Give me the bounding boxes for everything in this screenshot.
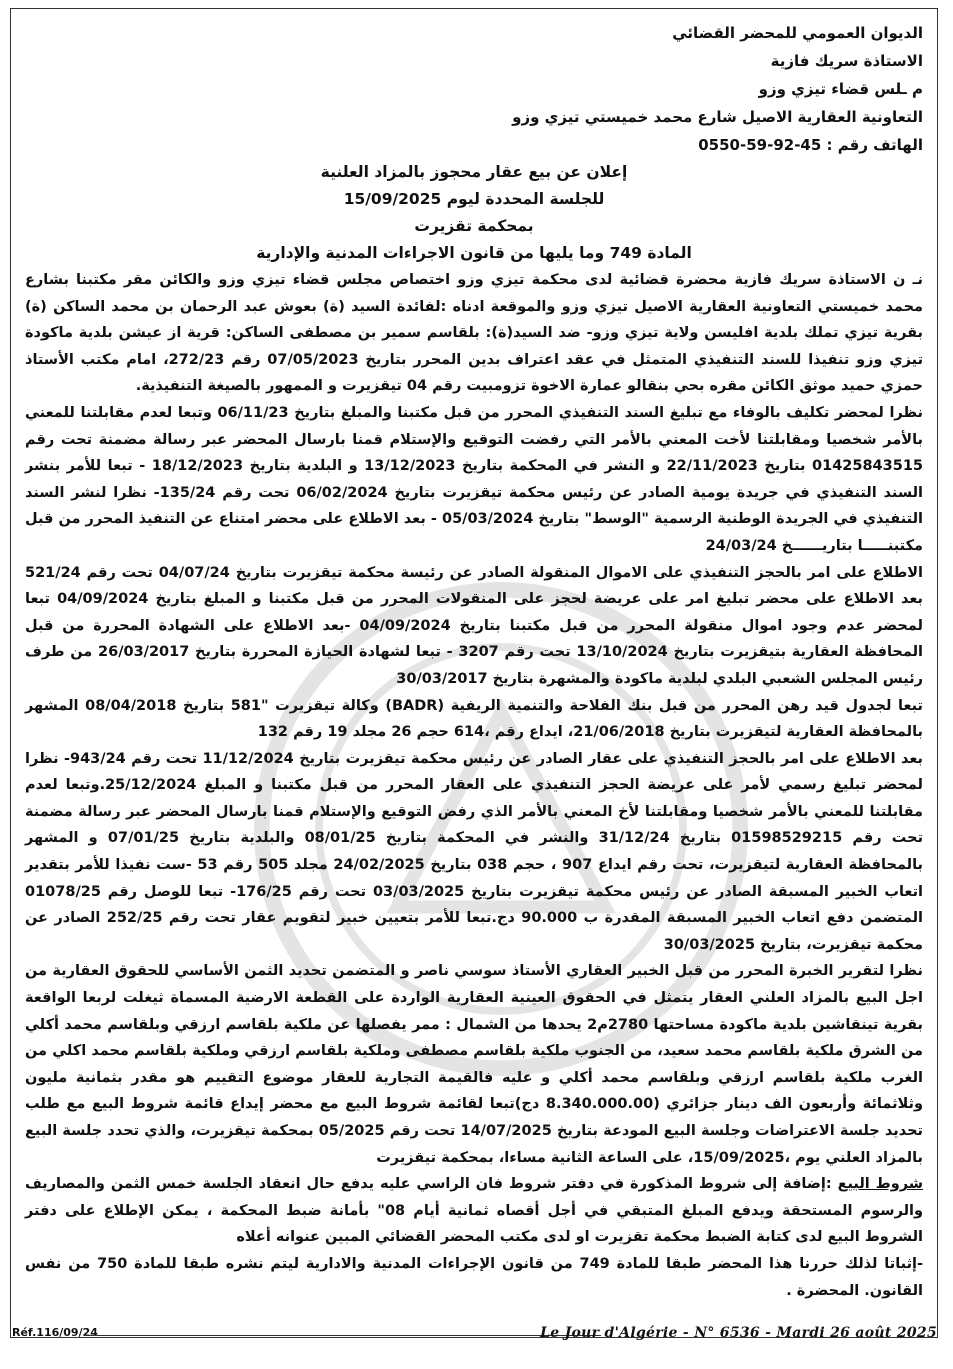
reference-number: Réf.116/09/24	[12, 1326, 98, 1339]
sale-terms-text: :إضافة إلى شروط المذكورة في دفتر شروط فان الراسي عليه يدفع حال انعقاد الجلسة خمس الثمن والمصاريف والرسوم المستحقة ويدفع المبلغ المتبقي في أجل أقصاه ثمانية أيام 08" بأمانة ضبط المحكمة ، يمكن الإطلاع على دفتر الشروط البيع لدى كتابة الضبط محكمة تقزيرت او لدى مكتب المحضر القضائي المبين عنوانه أعلاه	[25, 1176, 924, 1246]
paragraph-notification: نظرا لمحضر تكليف بالوفاء مع تبليغ السند التنفيذي المحرر من قبل مكتبنا والمبلغ بتاريخ 06/11/23 وتبعا لعدم مقابلتنا للمعني بالأمر شخصيا ومقابلتنا لأخت المعني بالأمر التي رفضت التوقيع والإستلام قمنا بارسال المحضر عبر رسالة مضمنة تحت رقم 01425843515 بتاريخ 22/11/2023 و النشر في المحكمة بتاريخ 13/12/2023 و البلدية بتاريخ 18/12/2023 - تبعا للأمر بنشر السند التنفيذي في جريدة يومية الصادر عن رئيس محكمة تيقزيرت بتاريخ 06/02/2024 تحت رقم 135/24- نظرا لنشر السند التنفيذي في الجريدة الوطنية الرسمية "الوسط" بتاريخ 05/03/2024 - بعد الاطلاع على محضر امتناع عن التنفيذ المحرر من قبل مكتبنـــــا بتاريــــــخ 24/03/24	[25, 404, 923, 554]
bailiff-name: الاستاذة سريك فازية	[770, 52, 923, 70]
announcement-body	[25, 19, 923, 1304]
court-council: م ـلس قضاء تيزي وزو	[758, 80, 923, 98]
court-name: بمحكمة تقزيرت	[414, 217, 534, 235]
phone-number: الهاتف رقم : 45-92-59-0550	[698, 136, 923, 154]
paragraph-property-seizure: بعد الاطلاع على امر بالحجز التنفيذي على عقار الصادر عن رئيس محكمة تيقزيرت بتاريخ 11/12/2024 تحت رقم 943/24- نظرا لمحضر تبليغ رسمي لأمر على عريضة الحجز التنفيذي على العقار المحرر من قبل مكتبنا و المبلغ 25/12/2024.وتبعا لعدم مقابلتنا للمعني بالأمر شخصيا ومقابلتنا لأخ المعني بالأمر الذي رفض التوقيع والإستلام قمنا بارسال المحضر عبر رسالة مضمنة تحت رقم 01598529215 بتاريخ 31/12/24 والنشر في المحكمة بتاريخ 08/01/25 والبلدية بتاريخ 07/01/25 و المشهر بالمحافظة العقارية لتيقزيرت، تحت رقم ايداع 907 ، حجم 038 بتاريخ 24/02/2025 مجلد 505 رقم 53 -ست نفيذا للأمر بتقدير اتعاب الخبير المسبقة الصادر عن رئيس محكمة تيقزيرت بتاريخ 03/03/2025 تحت رقم 176/25- تبعا للوصل رقم 01078/25 المتضمن دفع اتعاب الخبير المسبقة المقدرة ب 90.000 دج.تبعا للأمر بتعيين خبير لتقويم عقار تحت رقم 252/25 الصادر عن محكمة تيقزيرت، بتاريخ 30/03/2025	[25, 750, 924, 953]
session-date: للجلسة المحددة ليوم 15/09/2025	[343, 190, 605, 208]
paragraph-mortgage: تبعا لجدول قيد رهن المحرر من قبل بنك الفلاحة والتنمية الريفية (BADR) وكالة تيقزيرت "581 بتاريخ 08/04/2018 المشهر بالمحافظة العقارية لتيقزيرت بتاريخ 21/06/2018، ايداع رقم ،614 حجم 26 مجلد 19 رقم 132	[25, 697, 923, 741]
paragraph-seizure: الاطلاع على امر بالحجز التنفيذي على الاموال المنقولة الصادر عن رئيسة محكمة تيقزيرت بتاريخ 04/07/24 تحت رقم 521/24 بعد الاطلاع على محضر تبليغ امر على عريضة لحجز على المنقولات المحرر من قبل مكتبنا و المبلغ بتاريخ 04/09/2024 تبعا لمحضر عدم وجود اموال منقولة المحرر من قبل مكتبنا بتاريخ 04/09/2024 -بعد الاطلاع على الشهادة المحررة من قبل المحافظة العقارية بتيقزيرت بتاريخ 13/10/2024 تحت رقم 3207 - تبعا لشهادة الحيازة المحررة بتاريخ 26/03/2017 من طرف رئيس المجلس الشعبي البلدي لبلدية ماكودة والمشهرة بتاريخ 30/03/2017	[25, 564, 924, 687]
announcement-page	[10, 8, 938, 1338]
journal-info: Le Jour d'Algérie - N° 6536 - Mardi 26 août 2025	[540, 1325, 937, 1341]
office-name: الديوان العمومي للمحضر القضائي	[672, 24, 923, 42]
paragraph-expertise: نظرا لتقرير الخبرة المحرر من قبل الخبير العقاري الأستاذ سوسي ناصر و المتضمن تحديد الثمن الأساسي للحقوق العقارية من اجل البيع بالمزاد العلني العقار يتمثل في الحقوق العينية العقارية الواردة على القطعة الارضية المسماة ثيغلت لربعا الواقعة بقرية تينقاشين بلدية ماكودة مساحتها 2780م2 يحدها من الشمال : ممر يفصلها عن ملكية بلقاسم ارزقي وبلقاسم محمد أكلي من الشرق ملكية بلقاسم محمد سعيد، من الجنوب ملكية بلقاسم مصطفى وملكية بلقاسم ارزقي وملكية بلقاسم محمد اكلي من الغرب ملكية بلقاسم ارزقي وبلقاسم محمد أكلي و عليه فالقيمة التجارية للعقار موضوع التقييم هو مقدر بثمانية مليون وثلاثمائة وأربعون الف دينار جزائري (8.340.000.00 دج)تبعا لقائمة شروط البيع مع محضر إيداع قائمة شروط البيع مع طلب تحديد جلسة الاعتراضات وجلسة البيع المودعة بتاريخ 14/07/2025 تحت رقم 05/2025 بمحكمة تيقزيرت، والذي تحدد جلسة البيع بالمزاد العلني يوم ،15/09/2025، على الساعة الثانية مساءا، بمحكمة تيقزيرت	[25, 963, 923, 1166]
paragraph-parties: نـ ن الاستاذة سريك فازية محضرة قضائية لدى محكمة تيزي وزو اختصاص مجلس قضاء تيزي وزو والكائن مقر مكتبنا بشارع محمد خميستي التعاونية العقارية الاصيل تيزي وزو والموقعة ادناه :لفائدة السيد (ة) بعوش عبد الرحمان بن محمد الساكن (ة) بقرية تيزي تملك بلدية افليسن ولاية تيزي وزو- ضد السيد(ة): بلقاسم سمير بن مصطفى الساكن: قرية از عيشن بلدية ماكودة تيزي وزو تنفيذا للسند التنفيذي المتمثل في عقد اعتراف بدين المحرر بتاريخ 07/05/2023 رقم 272/23، امام مكتب الأستاذ حمزي حميد موثق الكائن مقره بحي بنقالو عمارة الاخوة تزومبيت رقم 04 تيقزيرت و الممهور بالصيغة التنفيذية.	[25, 272, 924, 395]
paragraph-sale-terms	[25, 1171, 923, 1251]
legal-article: المادة 749 وما يليها من قانون الاجراءات المدنية والإدارية	[256, 244, 692, 262]
footer-divider	[85, 1335, 601, 1336]
page-footer	[10, 1326, 937, 1350]
office-address: التعاونية العقارية الاصيل شارع محمد خميستي تيزي وزو	[512, 108, 923, 126]
paragraph-closing: -إثباتا لذلك حررنا هذا المحضر طبقا للمادة 749 من قانون الإجراءات المدنية والادارية ليتم نشره طبقا للمادة 750 من نفس القانون. المحضرة .	[25, 1255, 923, 1299]
sale-terms-label: شروط البيع	[837, 1176, 923, 1193]
announcement-title: إعلان عن بيع عقار محجوز بالمزاد العلنية	[320, 163, 628, 181]
